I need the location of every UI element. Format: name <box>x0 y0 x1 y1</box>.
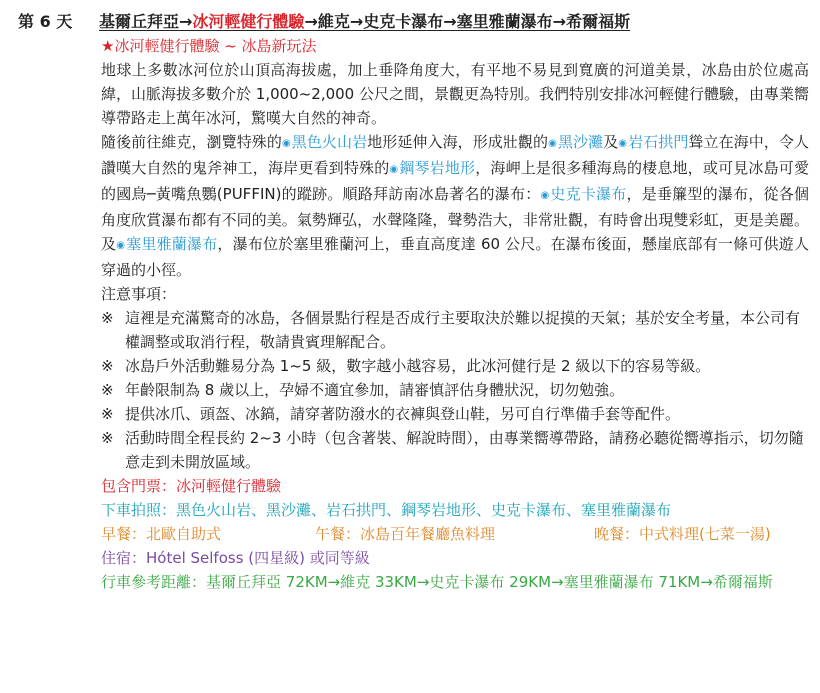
highlight-black-sand-beach: ◉黑沙灘 <box>548 133 604 151</box>
note-text: 這裡是充滿驚奇的冰島，各個景點行程是否成行主要取決於難以捉摸的天氣；基於安全考量，本公司有權調整或取消行程，敬請貴賓理解配合。 <box>125 309 801 351</box>
note-text: 冰島戶外活動難易分為 1~5 級，數字越小越容易，此冰河健行是 2 級以下的容易等級。 <box>125 357 711 375</box>
route-start: 基爾丘拜亞→ <box>99 12 193 31</box>
note-text: 活動時間全程長約 2~3 小時（包含著裝、解說時間），由專業嚮導帶路，請務必聽從嚮導指示，切勿隨意走到未開放區域。 <box>125 429 804 471</box>
reference-mark-icon: ※ <box>101 309 114 327</box>
note-text: 年齡限制為 8 歲以上，孕婦不適宜參加，請審慎評估身體狀況，切勿勉強。 <box>125 381 625 399</box>
reference-mark-icon: ※ <box>101 381 114 399</box>
activity-subtitle: ★冰河輕健行體驗 ~ 冰島新玩法 <box>101 37 317 55</box>
breakfast: 早餐：北歐自助式 <box>101 525 222 543</box>
notes-title: 注意事項： <box>101 285 177 303</box>
highlight-skogafoss: ◉史克卡瀑布 <box>540 185 627 203</box>
route-title <box>99 9 630 32</box>
vik-paragraph <box>101 130 809 282</box>
note-item <box>101 354 809 378</box>
text-segment: 及 <box>603 133 619 151</box>
location-pin-icon: ◉ <box>548 138 557 149</box>
included-tickets: 包含門票：冰河輕健行體驗 <box>101 477 282 495</box>
note-item <box>101 426 809 474</box>
note-item <box>101 378 809 402</box>
glacier-paragraph: 地球上多數冰河位於山頂高海拔處，加上垂降角度大，有平地不易見到寬廣的河道美景，冰島由於位處高緯，山脈海拔多數介於 1,000~2,000 公尺之間，景觀更為特別。我們特別安排冰河輕健行體驗，由專業嚮導帶路走上萬年冰河，驚嘆大自然的神奇。 <box>101 61 809 127</box>
dinner: 晚餐：中式料理(七菜一湯) <box>594 525 771 543</box>
text-segment: ，是垂簾型的瀑布，從各個角度欣賞瀑布都有不同的美。氣勢輝弘，水聲隆隆，聲勢浩大，非常壯觀，有時會出現雙彩虹，更是美麗。及 <box>101 185 809 253</box>
location-pin-icon: ◉ <box>618 138 628 149</box>
highlight-basalt-columns: ◉鋼琴岩地形 <box>389 159 476 177</box>
highlight-black-lava: ◉黑色火山岩 <box>281 133 368 151</box>
note-text: 提供冰爪、頭盔、冰鎬，請穿著防潑水的衣褲與登山鞋，另可自行準備手套等配件。 <box>125 405 681 423</box>
meals-row <box>101 522 809 546</box>
highlight-seljalandsfoss: ◉塞里雅蘭瀑布 <box>116 235 218 253</box>
day-label: 第 6 天 <box>18 12 73 31</box>
photo-stops: 下車拍照：黑色火山岩、黑沙灘、岩石拱門、鋼琴岩地形、史克卡瀑布、塞里雅蘭瀑布 <box>101 501 672 519</box>
text-segment: 地形延伸入海，形成壯觀的 <box>367 133 549 151</box>
reference-mark-icon: ※ <box>101 405 114 423</box>
text-segment: 隨後前往維克，瀏覽特殊的 <box>101 133 282 151</box>
reference-mark-icon: ※ <box>101 357 114 375</box>
location-pin-icon: ◉ <box>389 164 399 175</box>
lunch: 午餐：冰島百年餐廳魚料理 <box>315 525 496 543</box>
text-segment: ，瀑布位於塞里雅蘭河上，垂直高度達 60 公尺。在瀑布後面，懸崖底部有一條可供遊人穿過的小徑。 <box>101 235 809 279</box>
location-pin-icon: ◉ <box>116 240 126 251</box>
location-pin-icon: ◉ <box>540 190 550 201</box>
highlight-rock-arch: ◉岩石拱門 <box>618 133 689 151</box>
driving-distance: 行車參考距離：基爾丘拜亞 72KM→維克 33KM→史克卡瀑布 29KM→塞里雅蘭瀑布 71KM→希爾福斯 <box>101 573 773 591</box>
location-pin-icon: ◉ <box>281 138 291 149</box>
text-segment: ，海岬上是很多種海鳥的棲息地，或可見冰島可愛的國鳥─黃嘴魚鸚(PUFFIN)的蹤跡。順路拜訪南冰島著名的瀑布： <box>101 159 809 203</box>
text-segment: 聳立在海中，令人讚嘆大自然的鬼斧神工，海岸更看到特殊的 <box>101 133 809 177</box>
route-rest: →維克→史克卡瀑布→塞里雅蘭瀑布→希爾福斯 <box>304 12 631 31</box>
hotel-info: 住宿：Hótel Selfoss (四星級) 或同等級 <box>101 549 370 567</box>
route-highlight: 冰河輕健行體驗 <box>192 12 305 31</box>
day-content <box>101 34 809 594</box>
note-item <box>101 402 809 426</box>
note-item <box>101 306 809 354</box>
reference-mark-icon: ※ <box>101 429 114 447</box>
